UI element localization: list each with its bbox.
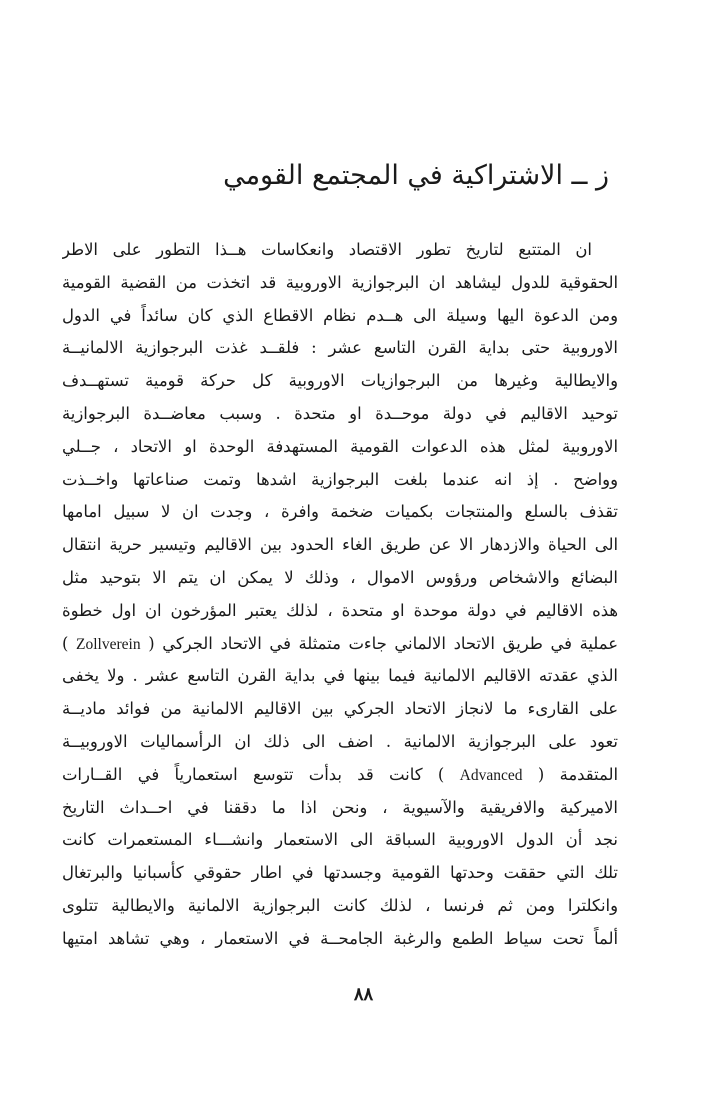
text-line-12: هذه الاقاليم في دولة موحدة او متحدة ، لذلك يعتبر المؤرخون ان اول خطوة xyxy=(62,600,618,620)
text-line-14: الذي عقدته الاقاليم الالمانية فيما بينها في بداية القرن التاسع عشر . ولا يخفى xyxy=(62,666,618,686)
text-line-16: تعود على البرجوازية الالمانية . اضف الى ذلك ان الرأسماليات الاوروبيــة xyxy=(62,731,618,751)
text-line-19: نجد أن الدول الاوروبية السباقة الى الاستعمار وانشـــاء المستعمرات كانت xyxy=(62,830,618,850)
text-line-21: وانكلترا ومن ثم فرنسا ، لذلك كانت البرجوازية الالمانية والايطالية تتلوى xyxy=(62,895,618,915)
text-line-1: ان المتتبع لتاريخ تطور الاقتصاد وانعكاسات هــذا التطور على الاطر xyxy=(62,240,592,259)
text-line-13: عملية في طريق الاتحاد الالماني جاءت متمثلة في الاتحاد الجركي ( Zollverein ) xyxy=(62,633,618,653)
text-line-8: وواضح . إذ انه عندما بلغت البرجوازية اشدها وتمت صناعاتها واخــذت xyxy=(62,469,618,489)
text-line-10: الى الحياة والازدهار الا عن طريق الغاء الحدود بين الاقاليم وتيسير حرية انتقال xyxy=(62,535,618,555)
latin-term: Advanced xyxy=(459,766,523,784)
text-line-22: ألماً تحت سياط الطمع والرغبة الجامحــة في الاستعمار ، وهي تشاهد امتيها xyxy=(62,928,618,948)
text-line-20: تلك التي حققت وحدتها القومية وجسدتها في اطار حقوقي كأسبانيا والبرتغال xyxy=(62,863,618,883)
latin-term: Zollverein xyxy=(76,635,141,653)
section-heading: ز ــ الاشتراكية في المجتمع القومي xyxy=(223,160,609,191)
page-number: ٨٨ xyxy=(353,984,374,1005)
text-line-7: الاوروبية لمثل هذه الدعوات القومية المستهدفة الوحدة او الاتحاد ، جــلي xyxy=(62,436,618,456)
text-line-9: تقذف بالسلع والمنتجات بكميات ضخمة وافرة ، وجدت ان لا سبيل امامها xyxy=(62,502,618,522)
text-line-15: على القارىء ما لانجاز الاتحاد الجركي بين الاقاليم الالمانية من فوائد ماديــة xyxy=(62,699,618,719)
body-paragraph xyxy=(62,234,618,956)
text-line-17: المتقدمة ( Advanced ) كانت قد بدأت تتوسع استعمارياً في القــارات xyxy=(62,764,618,784)
text-line-5: والايطالية وغيرها من البرجوازيات الاوروبية كل حركة قومية تستهــدف xyxy=(62,371,618,391)
text-line-3: ومن الدعوة اليها وسيلة الى هــدم نظام الاقطاع الذي كان سائداً في الدول xyxy=(62,305,618,325)
text-line-11: البضائع والاشخاص ورؤوس الاموال ، وذلك لا يمكن ان يتم الا بتوحيد مثل xyxy=(62,567,618,587)
text-line-2: الحقوقية للدول ليشاهد ان البرجوازية الاوروبية قد اتخذت من القضية القومية xyxy=(62,272,618,292)
text-line-6: توحيد الاقاليم في دولة موحــدة او متحدة . وسبب معاضــدة البرجوازية xyxy=(62,403,618,423)
text-line-4: الاوروبية حتى بداية القرن التاسع عشر : فلقــد غذت البرجوازية الالمانيــة xyxy=(62,338,618,358)
text-line-18: الاميركية والافريقية والآسيوية ، ونحن اذا ما دققنا في احــداث التاريخ xyxy=(62,797,618,817)
